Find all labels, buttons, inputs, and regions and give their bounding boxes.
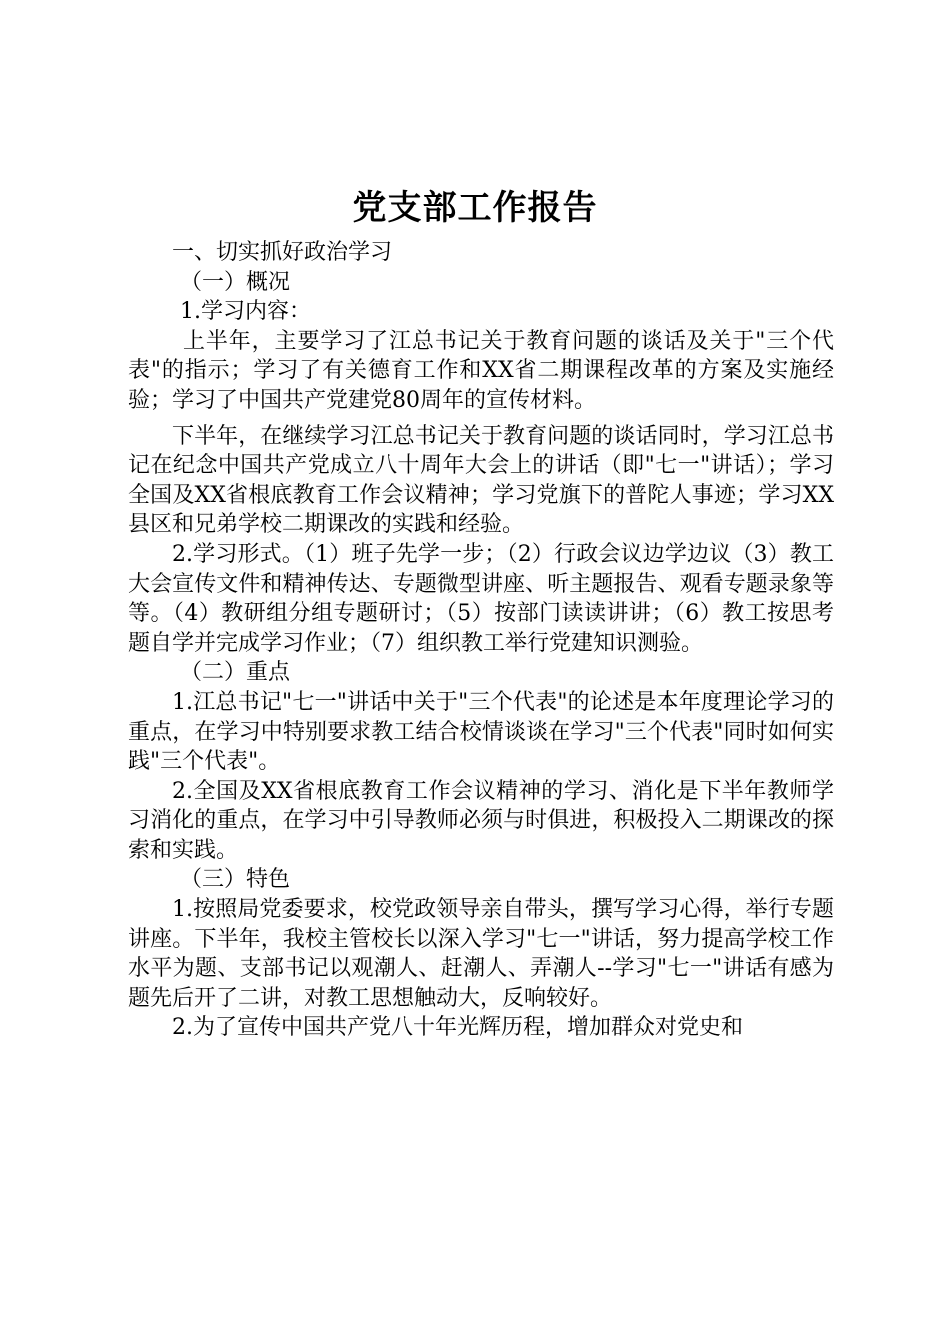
subsection-heading-features: （三）特色 (180, 867, 291, 893)
paragraph-second-half: 下半年，在继续学习江总书记关于教育问题的谈话同时，学习江总书记在纪念中国共产党成立八十周年大会上的讲话（即"七一"讲话）；学习全国及XX省根底教育工作会议精神；学习党旗下的普陀人事迹；学习XX县区和兄弟学校二期课改的实践和经验。 (128, 423, 834, 538)
paragraph-first-half: 上半年，主要学习了江总书记关于教育问题的谈话及关于"三个代表"的指示；学习了有关德育工作和XX省二期课程改革的方案及实施经验；学习了中国共产党建党80周年的宣传材料。 (128, 328, 834, 413)
paragraph-features-1: 1.按照局党委要求，校党政领导亲自带头，撰写学习心得，举行专题讲座。下半年，我校主管校长以深入学习"七一"讲话，努力提高学校工作水平为题、支部书记以观潮人、赶潮人、弄潮人--学习"七一"讲话有感为题先后开了二讲，对教工思想触动大，反响较好。 (128, 897, 834, 1011)
subsection-heading-overview: （一）概况 (180, 269, 291, 295)
paragraph-focus-1: 1.江总书记"七一"讲话中关于"三个代表"的论述是本年度理论学习的重点，在学习中特别要求教工结合校情谈谈在学习"三个代表"同时如何实践"三个代表"。 (128, 689, 834, 775)
paragraph-study-forms: 2.学习形式。（1）班子先学一步；（2）行政会议边学边议（3）教工大会宣传文件和精神传达、专题微型讲座、听主题报告、观看专题录象等等。（4）教研组分组专题研讨；（5）按部门读读讲讲；（6）教工按思考题自学并完成学习作业；（7）组织教工举行党建知识测验。 (128, 541, 834, 656)
paragraph-focus-2: 2.全国及XX省根底教育工作会议精神的学习、消化是下半年教师学习消化的重点，在学习中引导教师必须与时俱进，积极投入二期课改的探索和实践。 (128, 778, 834, 863)
paragraph-features-2: 2.为了宣传中国共产党八十年光辉历程，增加群众对党史和 (172, 1015, 743, 1041)
subsection-heading-focus: （二）重点 (180, 660, 291, 686)
item-heading-study-content: 1.学习内容： (180, 299, 311, 325)
document-body (128, 238, 834, 1043)
document-title: 党支部工作报告 (352, 188, 598, 228)
section-heading-1: 一、切实抓好政治学习 (172, 240, 393, 265)
